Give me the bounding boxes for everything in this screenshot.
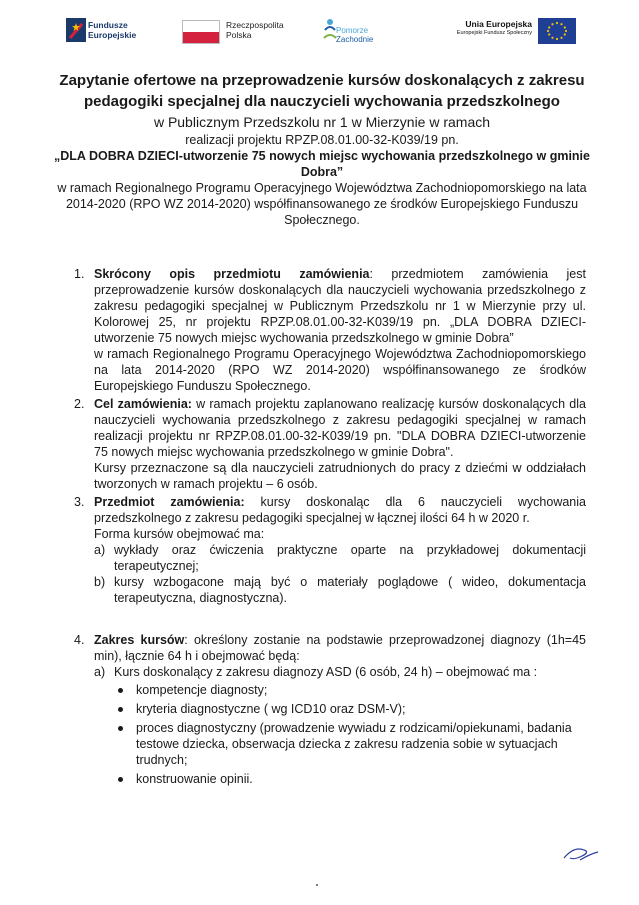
section-paragraph [94,266,586,346]
section-text: : określony zostanie na podstawie przeprowadzonej diagnozy (1h=45 min), łącznie 64 h i obejmować będą: [94,633,586,663]
eu-flag-icon [538,18,576,44]
fundusze-europejskie-logo [66,16,156,52]
section-label: Przedmiot zamówienia: [94,495,245,509]
sub-item-b [94,574,586,606]
document-heading [40,70,604,228]
sub-item-text: wykłady oraz ćwiczenia praktyczne oparte na przykładowej dokumentacji terapeutycznej; [114,543,586,573]
document-body [74,266,586,790]
section-label: Zakres kursów [94,633,185,647]
list-item-text: kompetencje diagnosty; [136,683,268,697]
document-project-name: „DLA DOBRA DZIECI-utworzenie 75 nowych miejsc wychowania przedszkolnego w gminie Dobra” [54,149,590,179]
list-item-text: konstruowanie opinii. [136,772,253,786]
bullet-icon [118,688,123,693]
section-text: : przedmiotem zamówienia jest przeprowadzenie kursów doskonalących dla nauczycieli wychowania przedszkolnego z zakresu pedagogiki specjalnej w Publicznym Przedszkolu nr 1 w Mierzynie przy ul. Kolorowej 25, nr projektu RPZP.08.01.00-32-K039/19 pn. „DLA DOBRA DZIECI-utworzenie 75 nowych miejsc wychowania przedszkolnego w gminie Dobra” [94,267,586,345]
sub-item-text: kursy wzbogacone mają być o materiały poglądowe ( wideo, dokumentacja terapeutyczna, diagnostyczna). [114,575,586,605]
section-paragraph [94,632,586,664]
section-text: kursy doskonaląc dla 6 nauczycieli wychowania przedszkolnego z zakresu pedagogiki specjalnej w łącznej ilości 64 h w 2020 r. [94,495,586,525]
unia-europejska-logo [446,16,566,52]
fe-logo-line1: Fundusze [88,20,128,30]
bullet-icon [118,777,123,782]
section-number: 4. [74,633,85,647]
section-label: Cel zamówienia: [94,397,192,411]
document-title: Zapytanie ofertowe na przeprowadzenie kursów doskonalących z zakresu pedagogiki specjalnej dla nauczycieli wychowania przedszkolnego [59,72,585,110]
section-4 [74,632,586,787]
section-3 [74,494,586,606]
document-place: w Publicznym Przedszkolu nr 1 w Mierzynie w ramach [153,114,491,130]
sub-item-a [94,664,586,680]
ue-logo-line2: Europejski Fundusz Społeczny [456,30,532,36]
section-1 [74,266,586,394]
list-item-text: kryteria diagnostyczne ( wg ICD10 oraz DSM-V); [136,702,406,716]
bullet-list [94,682,586,787]
section-number: 1. [74,267,85,281]
sub-item-letter: a) [94,543,106,557]
section-paragraph-2: w ramach Regionalnego Programu Operacyjnego Województwa Zachodniopomorskiego na lata 2014-2020 (RPO WZ 2014-2020) współfinansowanego ze środków Europejskiego Funduszu Społecznego. [94,347,586,393]
ue-logo-line1: Unia Europejska [465,19,532,29]
pz-logo-line2: Zachodnie [336,35,374,44]
bullet-icon [118,707,123,712]
polish-flag-icon [182,20,220,44]
section-number: 2. [74,397,85,411]
fe-star-icon [66,18,86,42]
section-label: Skrócony opis przedmiotu zamówienia [94,267,370,281]
sub-item-a [94,542,586,574]
section-number: 3. [74,495,85,509]
sub-item-letter: b) [94,575,106,589]
pz-logo-line1: Pomorze [336,26,369,35]
section-text: w ramach projektu zaplanowano realizację kursów doskonalących dla nauczycieli wychowania przedszkolnego z zakresu pedagogiki specjalnej w ramach realizacji projektu nr RPZP.08.01.00-32-K039/19 pn. "DLA DOBRA DZIECI-utworzenie 75 nowych miejsc wychowania przedszkolnego w gminie Dobra". [94,397,586,459]
rp-logo-line2: Polska [226,30,252,40]
document-realization: realizacji projektu RPZP.08.01.00-32-K039/19 pn. [185,133,459,147]
page-dot [316,884,318,886]
list-item-text: proces diagnostyczny (prowadzenie wywiadu z rodzicami/opiekunami, badania testowe dziecka, obserwacja dziecka z zakresu radzenia sobie w sytuacjach trudnych; [136,721,572,767]
sub-item-letter: a) [94,665,106,679]
list-item [94,701,586,717]
signature-mark-icon [560,840,600,864]
section-paragraph-2: Kursy przeznaczone są dla nauczycieli zatrudnionych do pracy z dziećmi w oddziałach tworzonych w ramach projektu – 6 osób. [94,461,586,491]
logo-bar [0,16,639,56]
section-2 [74,396,586,492]
list-item [94,720,586,768]
pomorze-zachodnie-logo [322,16,392,52]
sub-item-text: Kurs doskonalący z zakresu diagnozy ASD (6 osób, 24 h) – obejmować ma : [114,665,538,679]
list-item [94,682,586,698]
rp-logo-line1: Rzeczpospolita [226,20,284,30]
fe-logo-line2: Europejskie [88,30,137,40]
section-paragraph-2: Forma kursów obejmować ma: [94,527,265,541]
list-item [94,771,586,787]
rzeczpospolita-polska-logo [182,16,302,52]
bullet-icon [118,726,123,731]
section-paragraph [94,494,586,526]
document-program: w ramach Regionalnego Programu Operacyjnego Województwa Zachodniopomorskiego na lata 2014-2020 (RPO WZ 2014-2020) współfinansowanego ze środków Europejskiego Funduszu Społecznego. [57,181,587,227]
section-paragraph [94,396,586,460]
